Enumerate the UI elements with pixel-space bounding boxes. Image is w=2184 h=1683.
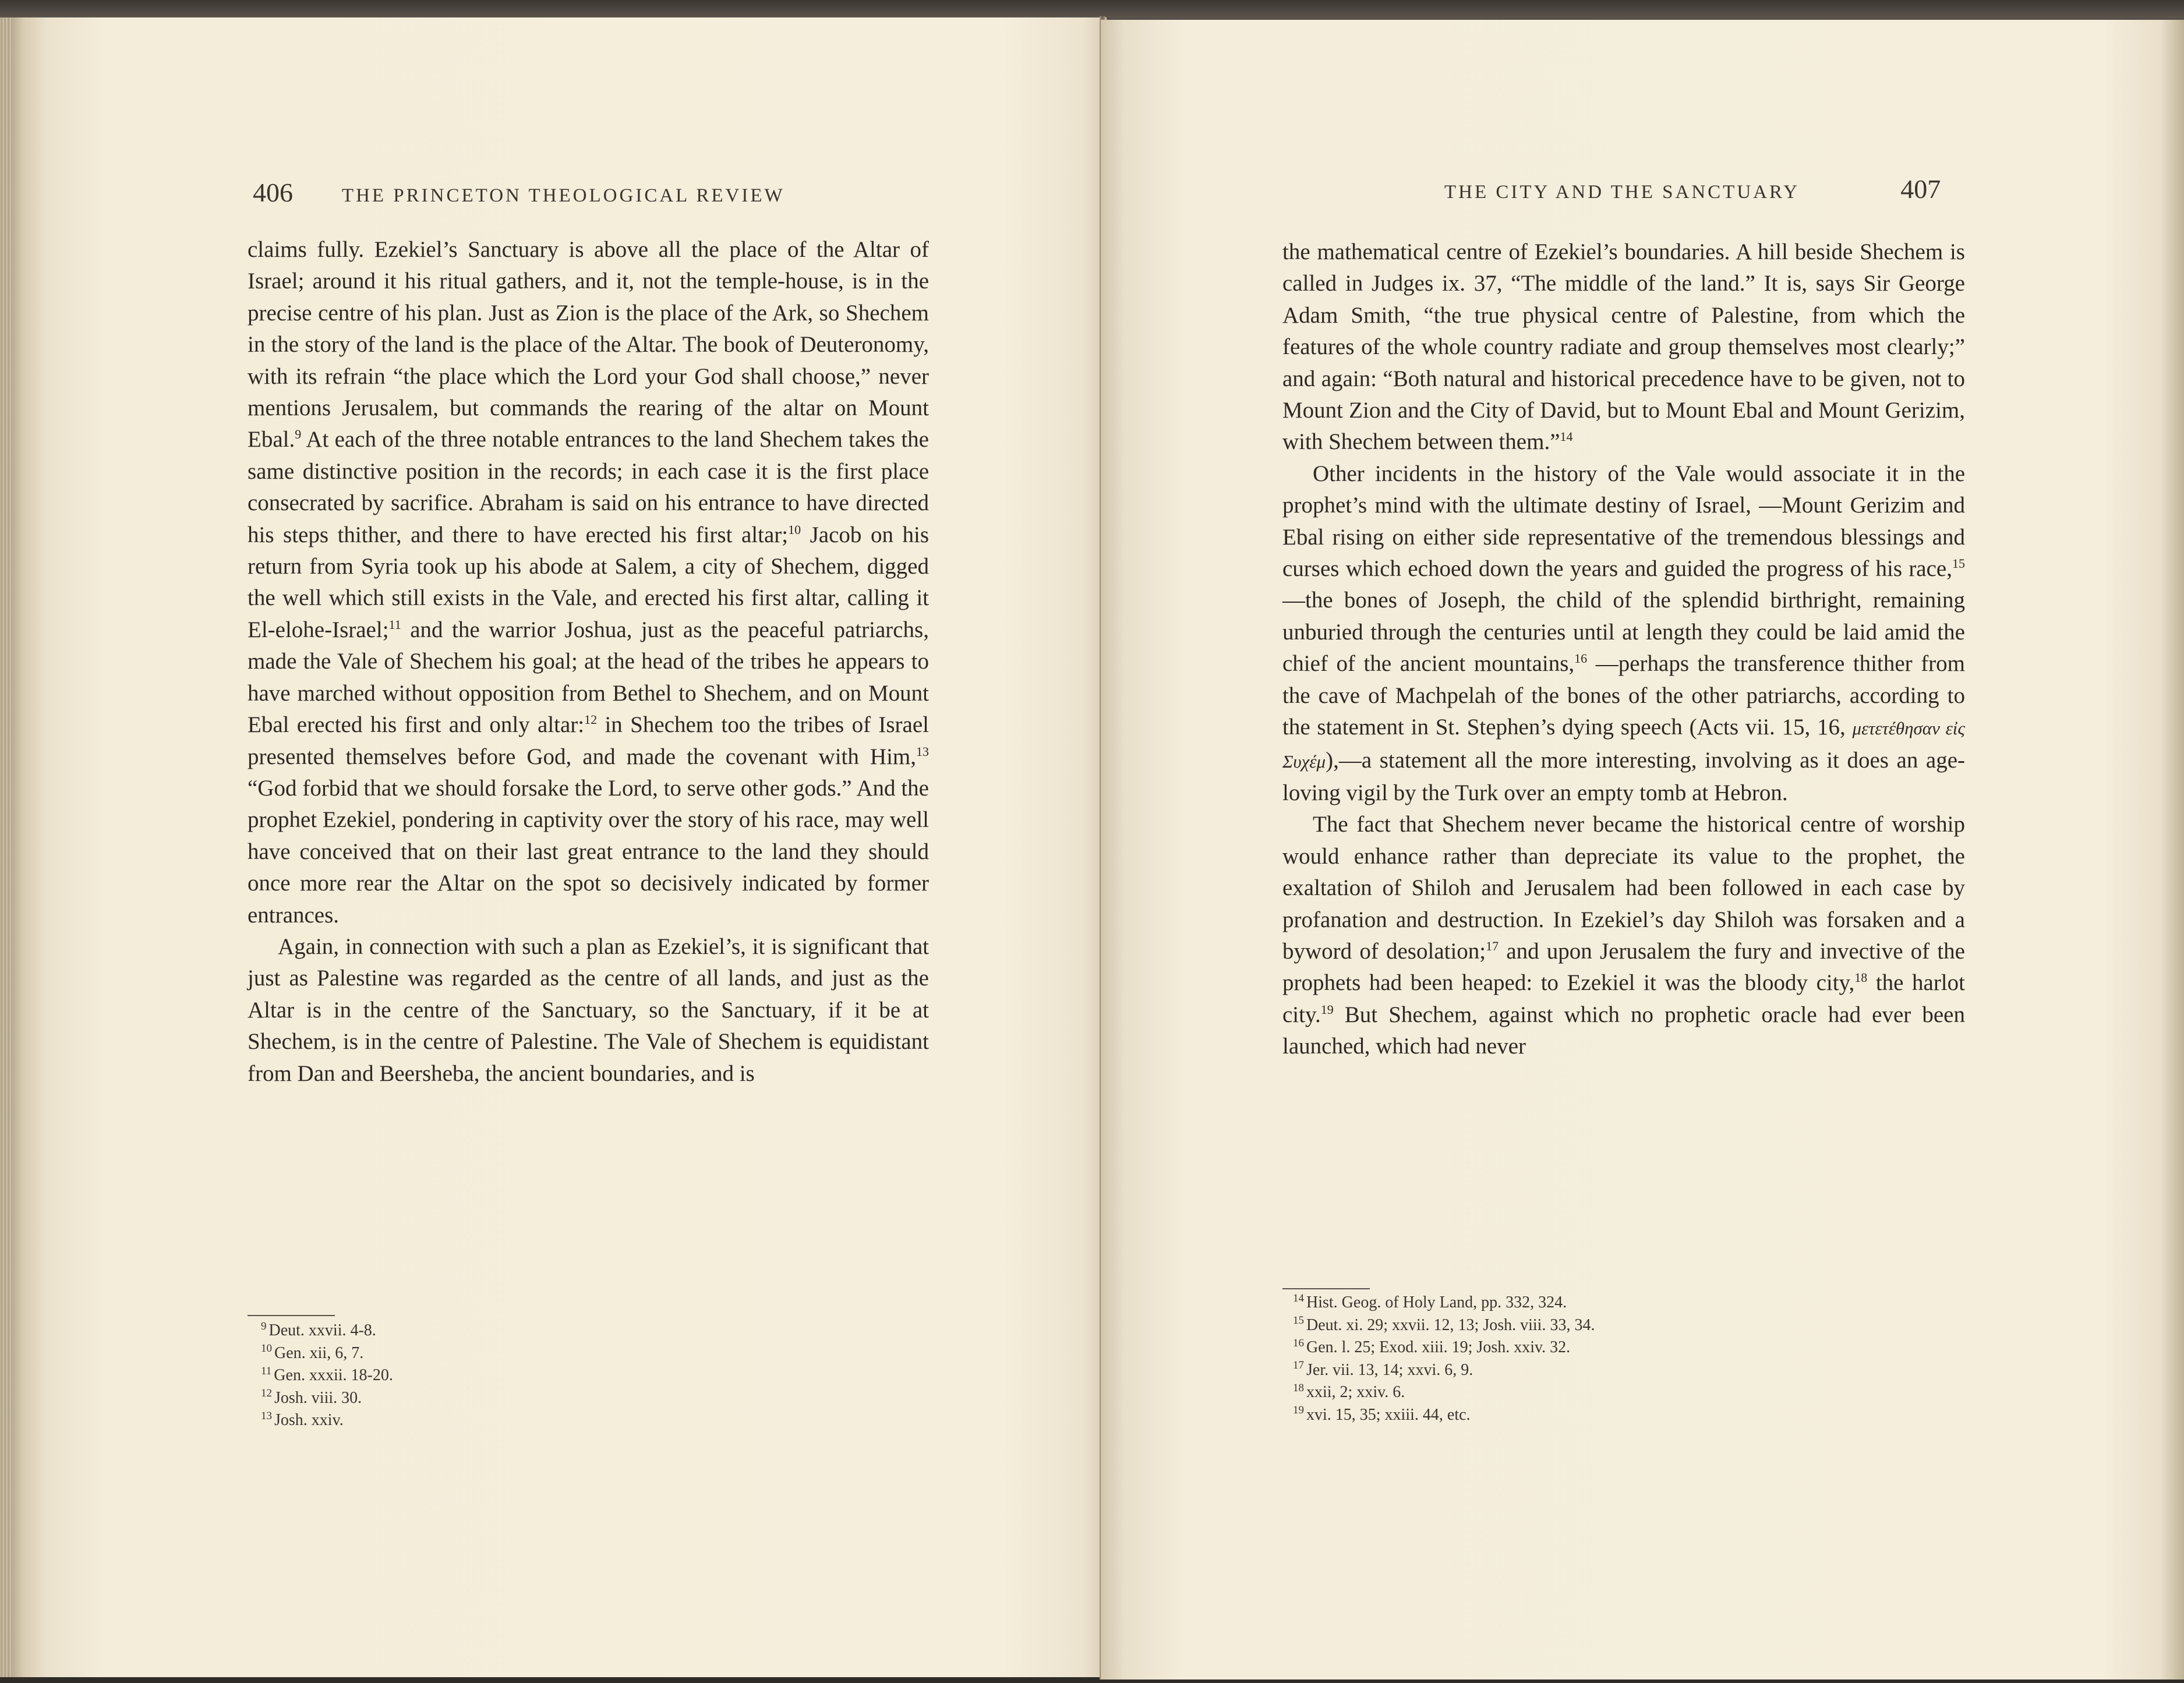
right-body-text bbox=[1282, 236, 1965, 1063]
left-running-head: THE PRINCETON THEOLOGICAL REVIEW bbox=[341, 185, 785, 206]
footnote-number: 9 bbox=[261, 1320, 267, 1332]
right-page bbox=[1101, 20, 2184, 1680]
footnote-marker: 10 bbox=[788, 522, 801, 537]
footnote-number: 17 bbox=[1293, 1359, 1304, 1372]
left-page bbox=[12, 17, 1107, 1677]
right-page-header bbox=[1444, 174, 1941, 204]
right-running-head: THE CITY AND THE SANCTUARY bbox=[1444, 182, 1799, 203]
paragraph bbox=[1282, 458, 1965, 809]
footnote-text: Josh. viii. 30. bbox=[274, 1388, 362, 1407]
footnote-text: Gen. xxxii. 18-20. bbox=[274, 1366, 393, 1384]
footnote-number: 15 bbox=[1293, 1314, 1304, 1327]
right-page-number: 407 bbox=[1900, 174, 1941, 204]
footnote-number: 12 bbox=[261, 1387, 272, 1400]
text-run: the harlot city. bbox=[1282, 970, 1965, 1027]
paragraph bbox=[1282, 809, 1965, 1062]
footnote-marker: 12 bbox=[584, 712, 598, 727]
footnote bbox=[261, 1409, 393, 1432]
footnote bbox=[1293, 1314, 1595, 1337]
footnote bbox=[261, 1387, 393, 1410]
footnote-marker: 13 bbox=[916, 744, 929, 759]
text-run: —perhaps the transference thither from the cave of Machpelah of the bones of the other patriarchs, according to the statement in St. Stephen’s dying speech (Acts vii. 15, 16, bbox=[1282, 651, 1966, 740]
footnote-text: Josh. xxiv. bbox=[274, 1411, 344, 1429]
footnote-marker: 11 bbox=[388, 617, 401, 632]
text-run: Again, in connection with such a plan as Ezekiel’s, it is significant that just as Palestine was regarded as the centre of all lands, and just as the Altar is in the centre of the Sanctuary, so the Sanctuary, if it be at Shechem, is in the centre of Palestine. The Vale of Shechem is equidistant from Dan and Beersheba, the ancient boundaries, and is bbox=[248, 934, 929, 1086]
footnote-number: 19 bbox=[1293, 1404, 1304, 1417]
footnote-marker: 18 bbox=[1854, 970, 1868, 985]
footnote-marker: 15 bbox=[1952, 556, 1965, 571]
footnote bbox=[261, 1364, 393, 1387]
left-footnote-rule bbox=[248, 1315, 335, 1316]
footnote-number: 10 bbox=[261, 1342, 272, 1355]
footnote bbox=[1293, 1404, 1595, 1427]
footnote-text: Gen. l. 25; Exod. xiii. 19; Josh. xxiv. 32. bbox=[1306, 1338, 1571, 1356]
left-body-text bbox=[248, 234, 929, 1090]
footnote-text: Jer. vii. 13, 14; xxvi. 6, 9. bbox=[1306, 1360, 1473, 1379]
text-run: Jacob on his return from Syria took up his abode at Salem, a city of Shechem, digged the well which still exists in the Vale, and erected his first altar, calling it El-elohe-Israel; bbox=[248, 522, 929, 642]
text-run: ),—a statement all the more interesting, involving as it does an age-loving vigil by the Turk over an empty tomb at Hebron. bbox=[1282, 747, 1965, 805]
text-run: “God forbid that we should forsake the Lord, to serve other gods.” And the prophet Ezekiel, pondering in captivity over the story of his race, may well have conceived that on their last great entrance to the land they should once more rear the Altar on the spot so decisively indicated by former entrances. bbox=[248, 775, 929, 928]
footnote-text: Deut. xi. 29; xxvii. 12, 13; Josh. viii. 33, 34. bbox=[1306, 1316, 1595, 1334]
footnote-number: 14 bbox=[1293, 1292, 1304, 1304]
greek-quotation: μετετέθησαν εἰς Συχέμ bbox=[1282, 718, 1966, 772]
paragraph bbox=[248, 931, 929, 1090]
text-run: the mathematical centre of Ezekiel’s boundaries. A hill beside Shechem is called in Judges ix. 37, “The middle of the land.” It is, says Sir George Adam Smith, “the true physical centre of Palestine, from which the features of the whole country radiate and group themselves most clearly;” and again: “Both natural and historical precedence have to be given, not to Mount Zion and the City of David, but to Mount Ebal and Mount Gerizim, with Shechem between them.” bbox=[1282, 239, 1965, 455]
text-run: and the warrior Joshua, just as the peaceful patriarchs, made the Vale of Shechem his goal; at the head of the tribes he appears to have marched without opposition from Bethel to Shechem, and on Mount Ebal erected his first and only altar: bbox=[248, 617, 929, 738]
footnote-text: xvi. 15, 35; xxiii. 44, etc. bbox=[1306, 1405, 1471, 1424]
footnote-marker: 16 bbox=[1574, 651, 1588, 666]
text-run: claims fully. Ezekiel’s Sanctuary is above all the place of the Altar of Israel; around it his ritual gathers, and it, not the temple-house, is in the precise centre of his plan. Just as Zion is the place of the Ark, so Shechem in the story of the land is the place of the Altar. The book of Deuteronomy, with its refrain “the place which the Lord your God shall choose,” never mentions Jerusalem, but commands the rearing of the altar on Mount Ebal. bbox=[248, 237, 929, 452]
paragraph bbox=[1282, 236, 1965, 458]
left-footnotes bbox=[261, 1320, 393, 1432]
footnote-text: Deut. xxvii. 4-8. bbox=[268, 1321, 376, 1339]
paragraph bbox=[248, 234, 929, 931]
text-run: The fact that Shechem never became the historical centre of worship would enhance rather than depreciate its value to the prophet, the exaltation of Shiloh and Jerusalem had been followed in each case by profanation and destruction. In Ezekiel’s day Shiloh was forsaken and a byword of desolation; bbox=[1282, 812, 1965, 964]
footnote-marker: 19 bbox=[1320, 1002, 1334, 1017]
left-page-number: 406 bbox=[253, 178, 293, 207]
text-run: and upon Jerusalem the fury and invective of the prophets had been heaped: to Ezekiel it was the bloody city, bbox=[1282, 938, 1965, 996]
footnote-marker: 9 bbox=[295, 427, 302, 442]
footnote-number: 11 bbox=[261, 1364, 272, 1377]
footnote-number: 13 bbox=[261, 1409, 272, 1422]
footnote bbox=[1293, 1359, 1595, 1382]
footnote bbox=[1293, 1381, 1595, 1404]
text-run: At each of the three notable entrances to the land Shechem takes the same distinctive position in the records; in each case it is the first place consecrated by sacrifice. Abraham is said on his entrance to have directed his steps thither, and there to have erected his first altar; bbox=[248, 427, 929, 547]
footnote-text: Hist. Geog. of Holy Land, pp. 332, 324. bbox=[1306, 1293, 1567, 1311]
footnote bbox=[1293, 1336, 1595, 1359]
text-run: But Shechem, against which no prophetic oracle had ever been launched, which had never bbox=[1282, 1002, 1965, 1059]
right-footnote-rule bbox=[1282, 1288, 1370, 1289]
footnote-marker: 17 bbox=[1486, 938, 1499, 953]
footnote bbox=[1293, 1292, 1595, 1314]
footnote bbox=[261, 1320, 393, 1342]
text-run: in Shechem too the tribes of Israel presented themselves before God, and made the covenant with Him, bbox=[248, 712, 929, 769]
footnote-text: Gen. xii, 6, 7. bbox=[274, 1343, 364, 1362]
text-run: —the bones of Joseph, the child of the splendid birthright, remaining unburied through the centuries until at length they could be laid amid the chief of the ancient mountains, bbox=[1282, 588, 1965, 677]
footnote-text: xxii, 2; xxiv. 6. bbox=[1306, 1383, 1405, 1401]
footnote-number: 16 bbox=[1293, 1336, 1304, 1349]
text-run: Other incidents in the history of the Vale would associate it in the prophet’s mind with the ultimate destiny of Israel, —Mount Gerizim and Ebal rising on either side representative of the tremendous blessings and curses which echoed down the years and guided the progress of his race, bbox=[1282, 461, 1965, 582]
footnote-marker: 14 bbox=[1560, 429, 1573, 444]
left-page-header bbox=[253, 177, 785, 208]
footnote bbox=[261, 1342, 393, 1365]
footnote-number: 18 bbox=[1293, 1381, 1304, 1394]
right-footnotes bbox=[1293, 1292, 1595, 1426]
